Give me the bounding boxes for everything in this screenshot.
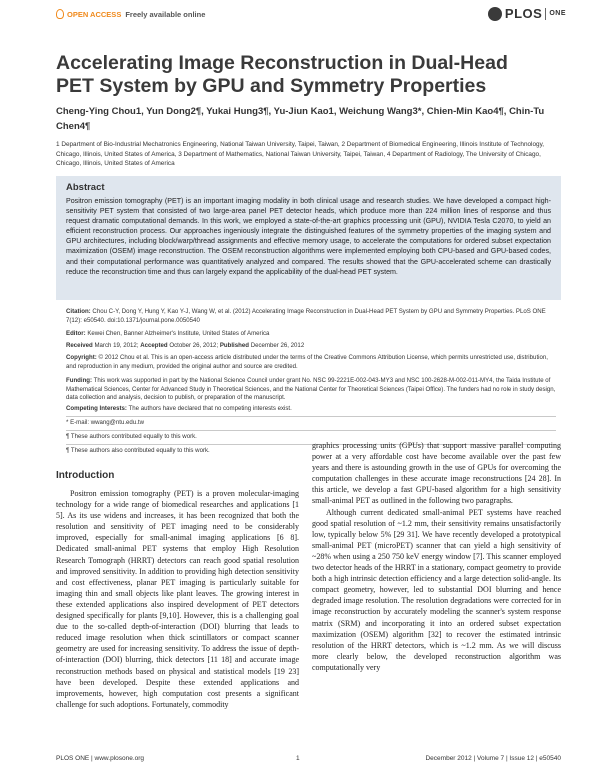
funding-label: Funding: xyxy=(66,377,93,384)
abstract-box xyxy=(56,176,561,300)
open-access-badge xyxy=(56,9,205,19)
plos-logo-icon xyxy=(488,7,502,21)
body-column-right xyxy=(312,440,561,673)
received-label: Received xyxy=(66,342,93,349)
citation-label: Citation: xyxy=(66,308,91,315)
funding xyxy=(66,377,556,403)
plos-wordmark: PLOS xyxy=(504,6,543,21)
footer-issue: December 2012 | Volume 7 | Issue 12 | e50540 xyxy=(425,755,561,762)
introduction-heading: Introduction xyxy=(56,470,115,481)
funding-text: This work was supported in part by the National Science Council under grant No. NSC 99-2221E-002-043-MY3 and NSC 100-2628-M-002-011-MY4, the Taida Institute of Mathematical Sciences, Center for Advanced Study in Theoretical Sciences, and the National Center for Theoretical Sciences (Taipei Office). The funders had no role in study design, data collection and analysis, decision to publish, or preparation of the manuscript. xyxy=(66,377,556,401)
equal-contrib-note: ¶ These authors contributed equally to this work. xyxy=(66,433,197,440)
published-label: Published xyxy=(219,342,249,349)
plos-one-logo xyxy=(488,6,566,21)
one-wordmark: ONE xyxy=(549,10,566,17)
accepted-date: October 26, 2012; xyxy=(169,342,219,349)
freely-available-label: Freely available online xyxy=(125,9,206,19)
competing-label: Competing Interests: xyxy=(66,405,127,412)
journal-header xyxy=(0,0,600,40)
abstract-text: Positron emission tomography (PET) is an important imaging modality in both clinical usage and research studies. We have developed a compact high-sensitivity PET system that consisted of two large-area panel PET detector heads, which produce more than 224 million lines of response and thus request dramatic computational demands. In this work, we employed a state-of-the-art graphics processing unit (GPU), NVIDIA Tesla C2070, to yield an efficient reconstruction process. Our approaches ingeniously integrate the distinguished features of the symmetry properties of the imaging system and GPU architectures, including block/warp/thread assignments and effective memory usage, to accelerate the computations for ordered subset expectation maximization (OSEM) image reconstruction. The OSEM reconstruction algorithms were implemented employing both CPU-based and GPU-based codes, and their computational performance was quantitatively analyzed and compared. The results showed that the GPU-accelerated scheme can drastically reduce the reconstruction time and thus can largely expand the applicability of the dual-head PET system. xyxy=(66,197,551,276)
copyright xyxy=(66,354,556,371)
published-date: December 26, 2012 xyxy=(250,342,305,349)
editor xyxy=(66,330,556,339)
competing-text: The authors have declared that no competing interests exist. xyxy=(128,405,292,412)
footer-page-number: 1 xyxy=(296,755,300,762)
citation-text: Chou C-Y, Dong Y, Hung Y, Kao Y-J, Wang W, et al. (2012) Accelerating Image Reconstruction in Dual-Head PET System by GPU and Symmetry Properties. PLoS ONE 7(12): e50540. doi:10.1371/journal.pone.0050540 xyxy=(66,308,546,324)
also-equal-contrib-note: ¶ These authors also contributed equally to this work. xyxy=(66,447,210,454)
open-lock-icon xyxy=(56,9,64,19)
editor-label: Editor: xyxy=(66,330,86,337)
received-date: March 19, 2012; xyxy=(94,342,139,349)
paper-title: Accelerating Image Reconstruction in Dual-Head PET System by GPU and Symmetry Properties xyxy=(56,52,508,97)
accepted-label: Accepted xyxy=(140,342,168,349)
copyright-label: Copyright: xyxy=(66,354,97,361)
body-column-left xyxy=(56,488,299,710)
author-list: Cheng-Ying Chou1, Yun Dong2¶, Yukai Hung3¶, Yu-Jiun Kao1, Weichung Wang3*, Chien-Min Kao4¶, Chin-Tu Chen4¶ xyxy=(56,106,545,132)
email-note: * E-mail: wwang@ntu.edu.tw xyxy=(66,419,144,426)
body-paragraph: Although current dedicated small-animal PET systems have reached good spatial resolution of ~1.2 mm, their sensitivity remains unsatisfactorily low, typically below 5% [29 31]. We have recently developed a prototypical small-animal PET (microPET) scanner that can yield a high sensitivity of ~28% when using a 250 750 keV energy window [7]. This scanner employed two detector heads of the HRRT in a stationary, compact geometry to provide both a high intrinsic detection efficiency and a large detection solid-angle. Its compact geometry, however, led to substantial DOI blurring and hence degraded image resolution. The resolution degradations were corrected for in image reconstruction by accurately modeling the scanner's system response matrix (SRM) and incorporating it into an ordered subset expectation maximization (OSEM) algorithm [32] to recover the estimated intrinsic resolution of the HRRT detectors, which is ~1.2 mm. As we will discuss more clearly below, the developed reconstruction algorithm was computationally very xyxy=(312,507,561,672)
citation xyxy=(66,308,556,325)
copyright-text: © 2012 Chou et al. This is an open-access article distributed under the terms of the Creative Commons Attribution License, which permits unrestricted use, distribution, and reproduction in any medium, provided the original author and source are credited. xyxy=(66,354,548,370)
abstract-heading: Abstract xyxy=(66,182,105,193)
body-paragraph: Positron emission tomography (PET) is a proven molecular-imaging technology for a wide range of biomedical researches and applications [1 5]. As its use widens and increases, it has been recognized that both the resolution and sensitivity of PET imaging need to be considerably improved, especially for small-animal imaging applications [6 8]. Dedicated small-animal PET systems that employ High Resolution Research Tomograph (HRRT) detectors can reach good spatial resolution and improved sensitivity. In addition to providing high detection sensitivity and cost effectiveness, planar PET imaging is particularly suitable for imaging thin and small objects like plant leaves. The growing interest in these extended applications also inspired development of PET detectors designed specifically for plants [9,10]. However, this is a challenging goal due to the so-called depth-of-interaction (DOI) blurring that leads to reduced image resolution when thick scintillators or compact scanner geometry are used for increasing sensitivity. To address the issue of depth-of-interaction (DOI) blurring, thick detectors [11 18] and accurate image reconstruction methods based on physical and statistical models [19 23] have been developed. Despite these extended applications and improvements, however, high computation cost presents a significant challenge for such adoptions. Fortunately, commodity xyxy=(56,489,299,709)
divider xyxy=(66,416,556,417)
dates xyxy=(66,342,556,351)
body-paragraph: graphics processing units (GPUs) that support massive parallel computing power at a very affordable cost have become available over the past few years and there is astounding growth in the use of GPUs for overcoming the computation challenges in these accurate image reconstructions [24 28]. In this article, we develop a fast GPU-based algorithm for a high sensitivity small-animal PET as outlined in the following two paragraphs. xyxy=(312,441,561,506)
divider xyxy=(66,430,556,431)
affiliations: 1 Department of Bio-Industrial Mechatronics Engineering, National Taiwan University, Taipei, Taiwan, 2 Department of Biomedical Engineering, Illinois Institute of Technology, Chicago, Illinois, United States of America, 3 Department of Mathematics, National Taiwan University, Taipei, Taiwan, 4 Department of Radiology, The University of Chicago, Chicago, Illinois, United States of America xyxy=(56,141,545,167)
logo-divider xyxy=(545,8,546,20)
open-access-label: OPEN ACCESS xyxy=(67,9,122,19)
editor-text: Kewei Chen, Banner Alzheimer's Institute, United States of America xyxy=(87,330,270,337)
competing-interests xyxy=(66,405,556,414)
footer-journal: PLOS ONE | www.plosone.org xyxy=(56,755,145,762)
